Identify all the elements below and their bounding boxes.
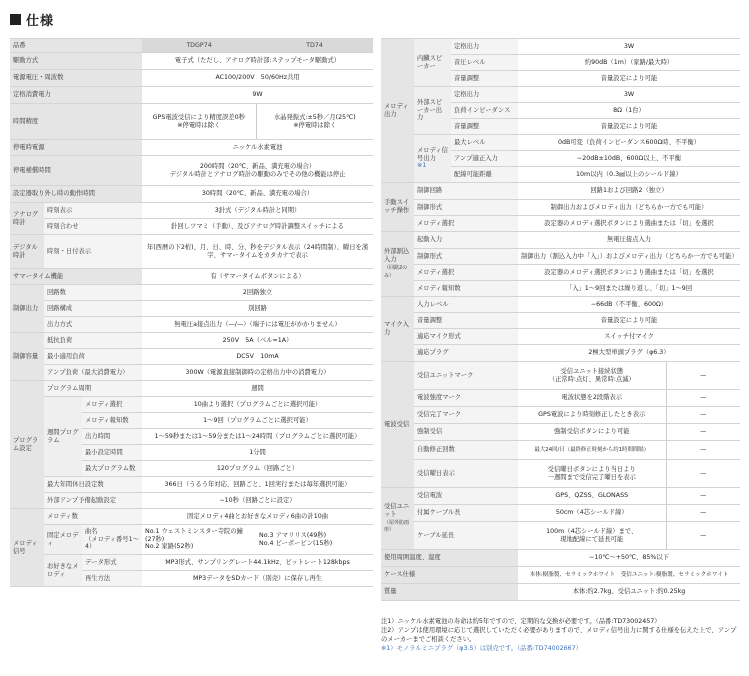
table-row: デジタル時計 時刻・日付表示 年(西暦の下2桁)、月、日、時、分、秒をデジタル表示（24時間制）、曜日を漢字、サマータイムをカタカナで表示: [10, 235, 373, 269]
table-row: 最小設定時間 1分間: [10, 445, 373, 461]
footnotes: [381, 617, 741, 654]
table-row: 配線可能距離 10m以内（0.3㎟以上のシールド線）: [381, 167, 740, 183]
table-row: 制御形式 制御出力（割込入力中「入」）およびメロディ出力（どちらか一方でも可能）: [381, 249, 740, 265]
table-row: 手動スイッチ操作 制御回路 回路1および回路2（独立）: [381, 183, 740, 200]
table-row: 停電時電源 ニッケル水素電池: [10, 140, 373, 156]
table-row: 最大年間休日設定数 366日（うるう年対応、回路ごと、1回実行または毎年選択可能）: [10, 477, 373, 493]
table-row: アンプ負荷（最大消費電力） 300W（電源直接制御時の定格出力中の消費電力）: [10, 365, 373, 381]
table-row: メロディ信号出力 ※1 最大レベル 0dB可変（負荷インピーダンス600Ω時、不平衡）: [381, 135, 740, 151]
section-title: [10, 8, 54, 30]
table-row: サマータイム機能 有（サマータイムボタンによる）: [10, 269, 373, 285]
table-row: 付属ケーブル長 50cm（4芯シールド線） —: [381, 505, 740, 522]
square-bullet-icon: [10, 14, 21, 25]
table-row: 電波受信 受信ユニットマーク 受信ユニット接続状態 （正常時:点灯、異常時:点滅） —: [381, 362, 740, 390]
footnote-2: 注2）アンプは使用環境に応じて選択していただく必要がありますので、メロディ信号出力に関する仕様を伝えた上で、アンプのメーカーまでご相談ください。: [381, 627, 737, 644]
table-row: 制御容量 抵抗負荷 250V 5A（ベル=1A）: [10, 333, 373, 349]
table-row: 外部アンプ予備起動設定 −10秒（回路ごとに設定）: [10, 493, 373, 509]
table-row: 強制受信 強制受信ボタンにより可能 —: [381, 424, 740, 441]
table-row: アナログ時計 時刻表示 3針式（デジタル時計と同期）: [10, 203, 373, 219]
table-row: 音量調整 音量設定により可能: [381, 119, 740, 135]
footnote-3: ※1）モノラルミニプラグ（φ3.5）は別売です。（品番:TD74002667）: [381, 645, 582, 653]
table-row: 制御出力 回路数 2回路独立: [10, 285, 373, 301]
table-row: 再生方法 MP3データをSDカード（別売）に保存し再生: [10, 571, 373, 587]
spec-table-left: [10, 38, 373, 587]
table-row: 受信完了マーク GPS電波により時刻修正したとき表示 —: [381, 407, 740, 424]
table-row: メロディ報知数 1〜9回（プログラムごとに選択可能）: [10, 413, 373, 429]
table-row: お好きなメロディ データ形式 MP3形式、サンプリングレート44.1kHz、ビットレート128kbps: [10, 555, 373, 571]
section-title-text: 仕様: [26, 13, 55, 29]
table-row: 外部スピーカー出力 定格出力 3W: [381, 87, 740, 103]
table-row: 受信曜日表示 受信曜日ボタンにより当日より 一週間まで受信完了曜日を表示 —: [381, 460, 740, 488]
table-row: 受信ユニット （屋外防雨形） 受信電波 GPS、QZSS、GLONASS —: [381, 488, 740, 505]
table-row: 設定器取り外し時の動作時間 30時間（20℃、新品、満充電の場合）: [10, 186, 373, 203]
table-row: 出力時間 1〜59秒または1〜59分または1〜24時間（プログラムごとに選択可能）: [10, 429, 373, 445]
table-row: 出力方式 無電圧a接点出力（—∕—）（端子には電圧がかかりません）: [10, 317, 373, 333]
table-row: アンプ適正入力 −20dB±10dB、600Ω以上、不平衡: [381, 151, 740, 167]
table-row: メロディ報知数 「入」1〜9回または繰り返し、「切」1〜9回: [381, 281, 740, 297]
table-row: メロディ信号 メロディ数 固定メロディ4曲とお好きなメロディ6曲の計10曲: [10, 509, 373, 525]
table-row: 質量 本体:約2.7kg、受信ユニット:約0.25kg: [381, 584, 740, 601]
table-row: 制御形式 制御出力およびメロディ出力（どちらか一方でも可能）: [381, 200, 740, 216]
table-row: 適応マイク形式 スイッチ付マイク: [381, 329, 740, 345]
table-row: 時間精度 GPS電波受信により精度誤差0秒 ※停電時は除く 水晶発振式:±5秒／月(25℃) ※停電時は除く: [10, 104, 373, 140]
table-row: 最小適用負荷 DC5V 10mA: [10, 349, 373, 365]
table-row: 固定メロディ 曲名 （メロディ番号1〜4） No.1 ウェストミンスター寺院の鐘(27秒) No.2 家路(52秒) No.3 アマリリス(49秒) No.4 ピーポーピン(15秒): [10, 525, 373, 555]
table-row: 回路構成 別回路: [10, 301, 373, 317]
table-row: メロディ出力 内臓スピーカー 定格出力 3W: [381, 39, 740, 55]
table-row: 負荷インピーダンス 8Ω（1台）: [381, 103, 740, 119]
footnote-1: 注1）ニッケル水素電池の寿命は約5年ですので、定期的な交換が必要です。（品番:TD73002457）: [381, 618, 661, 625]
table-row: 駆動方式 電子式（ただし、アナログ時計部:ステップモータ駆動式）: [10, 53, 373, 70]
table-row: 電源電圧・周波数 AC100/200V 50/60Hz共用: [10, 70, 373, 87]
table-row: 音量調整 音量設定により可能: [381, 71, 740, 87]
table-row: ケーブル延長 100m（4芯シールド線）まで、 現地配線にて延長可能 —: [381, 522, 740, 550]
table-row: マイク入力 入力レベル −66dB（不平衡、600Ω）: [381, 297, 740, 313]
table-row: 最大プログラム数 120プログラム（回路ごと）: [10, 461, 373, 477]
table-row: ケース仕様 本体:樹脂製、セラミックホワイト 受信ユニット:樹脂製、セラミックホワイト: [381, 567, 740, 584]
table-row: 時刻合わせ 針回しツマミ（手動）、及びアナログ時計調整スイッチによる: [10, 219, 373, 235]
table-row: 音量調整 音量設定により可能: [381, 313, 740, 329]
table-header-row: 品番 TDGP74 TD74: [10, 39, 373, 53]
table-row: 音圧レベル 約90dB（1m）（家路/最大時）: [381, 55, 740, 71]
table-row: 週間プログラム メロディ選択 10曲より選択（プログラムごとに選択可能）: [10, 397, 373, 413]
table-row: 外部割込入力 （回路2のみ） 起動入力 無電圧接点入力: [381, 232, 740, 249]
table-row: 定格消費電力 9W: [10, 87, 373, 104]
spec-table-right: [381, 38, 740, 601]
table-row: メロディ選択 設定器のメロディ選択ボタンにより選曲または「切」を選択: [381, 265, 740, 281]
table-row: 停電補償時間 200時間（20℃、新品、満充電の場合） デジタル時計とアナログ時計の駆動のみでその他の機能は停止: [10, 156, 373, 186]
table-row: 適応プラグ 2極大型単頭プラグ（φ6.3）: [381, 345, 740, 362]
table-row: 使用周囲温度、湿度 −10℃〜+50℃、85%以下: [381, 550, 740, 567]
table-row: 自動修正回数 最大24回/日（最終修正時刻から約1時間間隔） —: [381, 441, 740, 460]
table-row: メロディ選択 設定器のメロディ選択ボタンにより選曲または「切」を選択: [381, 216, 740, 232]
table-row: プログラム設定 プログラム周期 週間: [10, 381, 373, 397]
table-row: 電波強度マーク 電波状態を2段階表示 —: [381, 390, 740, 407]
